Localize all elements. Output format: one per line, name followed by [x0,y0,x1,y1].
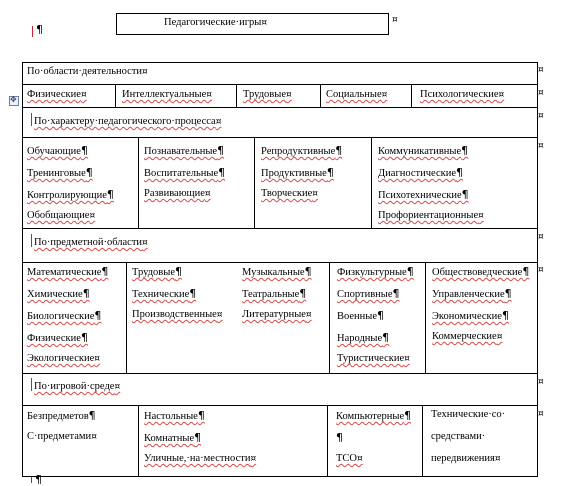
sec3-item: Военные¶ [337,309,384,322]
sec3-item: Физические¶ [27,331,88,344]
sec3-item: Туристические¤ [337,353,410,364]
row-end-mark-1: ¤ [538,65,544,75]
row-end-mark-4: ¤ [538,141,544,151]
sec3-item: Управленческие¶ [432,287,512,300]
sec3-item: Экологические¤ [27,353,101,364]
sec4-item: Технические·со· [431,409,506,420]
row2-cell-5[interactable]: Психологические¤ [420,89,505,100]
sec3-item: Коммерческие¤ [432,331,503,342]
sec4-item: Безпредметов¶ [27,409,96,422]
sec2-item: Контролирующие¶ [27,188,114,201]
row-end-mark-5: ¤ [538,232,544,242]
row-end-mark-2: ¤ [538,88,544,98]
sec3-item: Математические¶ [27,265,109,278]
bottom-cursor [31,477,32,483]
row1-cell[interactable]: По·области·деятельности¤ [27,66,148,77]
sec2-item: Диагностические¶ [378,166,463,179]
row2-cell-4[interactable]: Социальные¤ [326,89,388,100]
sec4-item: Компьютерные¶ [336,409,412,422]
row-end-mark-3: ¤ [538,111,544,121]
sec3-item: Экономические¶ [432,309,509,322]
sec2-item: Коммуникативные¶ [378,144,469,157]
move-arrows-icon: ✥ [10,95,17,104]
sec4-item: С·предметами¤ [27,431,97,442]
paragraph-mark-bottom: ¶ [35,473,42,486]
sec4-item: Комнатные¶ [144,431,202,444]
sec3-item: Технические¶ [132,287,197,300]
sec3-item: Литературные¤ [242,309,312,320]
row2-cell-3[interactable]: Трудовые¤ [243,89,292,100]
section-3-cursor [31,234,32,247]
sec2-item: Творческие¤ [261,188,318,199]
row2-cell-1[interactable]: Физические¤ [27,89,87,100]
row2-cell-2[interactable]: Интеллектуальные¤ [122,89,212,100]
section-4-heading[interactable]: По·игровой·среде¤ [34,381,121,392]
sec2-item: Воспитательные¶ [144,166,226,179]
sec2-item: Обучающие¶ [27,144,88,157]
sec4-item: передвижения¤ [431,453,501,464]
sec3-item: Химические¶ [27,287,90,300]
sec4-item: ТСО¤ [336,453,363,464]
sec3-item: Обществоведческие¶ [432,265,530,278]
sec3-item: Театральные¶ [242,287,307,300]
sec2-item: Познавательные¶ [144,144,225,157]
sec2-item: Обобщающие¤ [27,210,96,221]
sec3-item: Физкультурные¶ [337,265,414,278]
sec3-item: Музыкальные¶ [242,265,312,278]
sec2-item: Развивающие¤ [144,188,211,199]
sec4-item: Уличные,·на·местности¤ [144,453,257,464]
sec3-item: Народные¶ [337,331,390,344]
sec3-item: Биологические¶ [27,309,102,322]
title-end-mark: ¤ [392,15,398,25]
sec2-item: Тренинговые¶ [27,166,93,179]
section-3-heading[interactable]: По·предметной·области¤ [34,237,148,248]
sec2-item: Психотехнические¶ [378,188,469,201]
title-text: Педагогические·игры¤ [164,17,268,28]
section-2-heading[interactable]: По·характеру·педагогического·процесса¤ [34,116,222,127]
section-4-cursor [31,378,32,391]
sec4-item: ¶ [336,431,343,444]
section-2-cursor [31,113,32,126]
paragraph-mark-top: ¶ [36,23,43,36]
row-end-mark-6: ¤ [538,265,544,275]
row-end-mark-7: ¤ [538,377,544,387]
sec4-item: средствами· [431,431,486,442]
text-cursor [32,26,33,37]
sec4-item: Настольные¶ [144,409,205,422]
sec3-item: Спортивные¶ [337,287,400,300]
sec3-item: Трудовые¶ [132,265,182,278]
table-move-handle[interactable] [9,96,19,106]
sec2-item: Репродуктивные¶ [261,144,343,157]
sec3-item: Производственные¤ [132,309,223,320]
row-end-mark-8: ¤ [538,409,544,419]
sec2-item: Профориентационные¤ [378,210,484,221]
sec2-item: Продуктивные¶ [261,166,334,179]
